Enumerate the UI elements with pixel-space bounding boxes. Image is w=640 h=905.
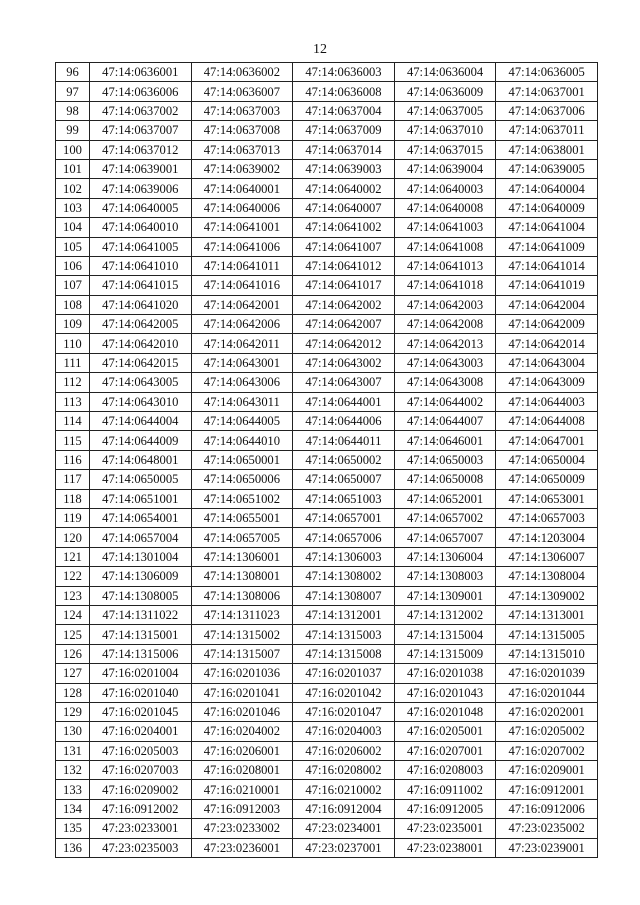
cadastral-number-cell: 47:16:0204003 [293, 722, 395, 741]
row-number-cell: 102 [56, 179, 90, 198]
row-number-cell: 98 [56, 101, 90, 120]
cadastral-number-cell: 47:14:0636006 [90, 82, 192, 101]
cadastral-number-cell: 47:14:0641002 [293, 218, 395, 237]
row-number-cell: 129 [56, 702, 90, 721]
cadastral-number-cell: 47:14:0636009 [394, 82, 496, 101]
row-number-cell: 103 [56, 198, 90, 217]
row-number-cell: 108 [56, 295, 90, 314]
cadastral-number-cell: 47:14:1315010 [496, 644, 598, 663]
cadastral-number-cell: 47:14:0637014 [293, 140, 395, 159]
cadastral-number-cell: 47:14:0637004 [293, 101, 395, 120]
cadastral-number-cell: 47:14:0651001 [90, 489, 192, 508]
cadastral-number-cell: 47:16:0201036 [191, 664, 293, 683]
cadastral-number-cell: 47:16:0204002 [191, 722, 293, 741]
table-row [56, 198, 598, 217]
cadastral-number-cell: 47:14:0639003 [293, 159, 395, 178]
cadastral-number-cell: 47:14:1315001 [90, 625, 192, 644]
cadastral-number-cell: 47:14:0642001 [191, 295, 293, 314]
table-row [56, 353, 598, 372]
cadastral-number-cell: 47:14:0641003 [394, 218, 496, 237]
cadastral-number-cell: 47:14:0641007 [293, 237, 395, 256]
cadastral-number-cell: 47:14:1308005 [90, 586, 192, 605]
row-number-cell: 113 [56, 392, 90, 411]
cadastral-number-cell: 47:14:0651003 [293, 489, 395, 508]
cadastral-number-cell: 47:14:0640007 [293, 198, 395, 217]
cadastral-number-cell: 47:14:0657001 [293, 508, 395, 527]
cadastral-number-cell: 47:14:0643003 [394, 353, 496, 372]
table-row [56, 450, 598, 469]
cadastral-number-cell: 47:16:0912002 [90, 799, 192, 818]
table-row [56, 838, 598, 857]
cadastral-number-cell: 47:23:0235003 [90, 838, 192, 857]
cadastral-number-cell: 47:14:0643004 [496, 353, 598, 372]
row-number-cell: 109 [56, 315, 90, 334]
cadastral-number-cell: 47:16:0201043 [394, 683, 496, 702]
cadastral-number-cell: 47:16:0206002 [293, 741, 395, 760]
cadastral-number-cell: 47:14:0644003 [496, 392, 598, 411]
cadastral-number-cell: 47:14:0643008 [394, 373, 496, 392]
cadastral-number-cell: 47:14:1315002 [191, 625, 293, 644]
cadastral-number-cell: 47:14:0641005 [90, 237, 192, 256]
cadastral-number-cell: 47:14:0637003 [191, 101, 293, 120]
table-row [56, 101, 598, 120]
cadastral-number-cell: 47:16:0912005 [394, 799, 496, 818]
cadastral-number-cell: 47:14:0657007 [394, 528, 496, 547]
table-row [56, 334, 598, 353]
cadastral-number-cell: 47:14:0636007 [191, 82, 293, 101]
cadastral-number-cell: 47:14:0641006 [191, 237, 293, 256]
cadastral-number-cell: 47:23:0239001 [496, 838, 598, 857]
cadastral-number-cell: 47:16:0208001 [191, 761, 293, 780]
cadastral-number-cell: 47:23:0237001 [293, 838, 395, 857]
cadastral-number-cell: 47:14:0643002 [293, 353, 395, 372]
cadastral-number-cell: 47:16:0912006 [496, 799, 598, 818]
cadastral-number-cell: 47:23:0233001 [90, 819, 192, 838]
cadastral-number-cell: 47:14:0637008 [191, 121, 293, 140]
cadastral-number-cell: 47:16:0208003 [394, 761, 496, 780]
table-row [56, 140, 598, 159]
cadastral-number-cell: 47:14:1315007 [191, 644, 293, 663]
cadastral-number-cell: 47:16:0201045 [90, 702, 192, 721]
row-number-cell: 96 [56, 63, 90, 82]
cadastral-number-cell: 47:14:0641015 [90, 276, 192, 295]
cadastral-number-cell: 47:14:0644001 [293, 392, 395, 411]
cadastral-number-cell: 47:14:0637010 [394, 121, 496, 140]
cadastral-number-cell: 47:14:0644007 [394, 412, 496, 431]
cadastral-number-cell: 47:16:0210002 [293, 780, 395, 799]
cadastral-number-cell: 47:14:0657004 [90, 528, 192, 547]
row-number-cell: 134 [56, 799, 90, 818]
cadastral-number-cell: 47:14:0650006 [191, 470, 293, 489]
row-number-cell: 100 [56, 140, 90, 159]
cadastral-number-cell: 47:16:0201047 [293, 702, 395, 721]
cadastral-number-cell: 47:14:0642006 [191, 315, 293, 334]
cadastral-number-cell: 47:14:0644009 [90, 431, 192, 450]
cadastral-number-cell: 47:14:0637007 [90, 121, 192, 140]
cadastral-number-cell: 47:14:0637006 [496, 101, 598, 120]
cadastral-number-cell: 47:14:1203004 [496, 528, 598, 547]
page-number: 12 [313, 42, 327, 57]
table-row [56, 683, 598, 702]
table-row [56, 819, 598, 838]
table-row [56, 315, 598, 334]
row-number-cell: 104 [56, 218, 90, 237]
cadastral-number-cell: 47:14:0640008 [394, 198, 496, 217]
cadastral-number-cell: 47:14:0641012 [293, 256, 395, 275]
cadastral-number-cell: 47:14:0651002 [191, 489, 293, 508]
cadastral-number-cell: 47:14:0642014 [496, 334, 598, 353]
cadastral-number-cell: 47:14:0650005 [90, 470, 192, 489]
cadastral-number-cell: 47:14:0650004 [496, 450, 598, 469]
cadastral-number-cell: 47:16:0912003 [191, 799, 293, 818]
row-number-cell: 119 [56, 508, 90, 527]
table-row [56, 218, 598, 237]
cadastral-number-cell: 47:14:1306009 [90, 567, 192, 586]
row-number-cell: 118 [56, 489, 90, 508]
cadastral-number-cell: 47:14:0642004 [496, 295, 598, 314]
cadastral-number-cell: 47:16:0205003 [90, 741, 192, 760]
row-number-cell: 127 [56, 664, 90, 683]
row-number-cell: 125 [56, 625, 90, 644]
cadastral-number-cell: 47:14:0653001 [496, 489, 598, 508]
cadastral-number-cell: 47:16:0201039 [496, 664, 598, 683]
cadastral-number-cell: 47:14:1311022 [90, 605, 192, 624]
cadastral-number-cell: 47:14:0642002 [293, 295, 395, 314]
cadastral-number-cell: 47:14:0642009 [496, 315, 598, 334]
cadastral-number-cell: 47:14:0642011 [191, 334, 293, 353]
cadastral-number-cell: 47:14:1308001 [191, 567, 293, 586]
cadastral-number-cell: 47:14:0642013 [394, 334, 496, 353]
cadastral-number-cell: 47:16:0205001 [394, 722, 496, 741]
cadastral-number-cell: 47:23:0234001 [293, 819, 395, 838]
cadastral-number-cell: 47:14:0650002 [293, 450, 395, 469]
cadastral-number-cell: 47:14:0644008 [496, 412, 598, 431]
table-row [56, 625, 598, 644]
cadastral-number-cell: 47:16:0209001 [496, 761, 598, 780]
cadastral-number-cell: 47:16:0204001 [90, 722, 192, 741]
cadastral-number-cell: 47:14:0640005 [90, 198, 192, 217]
table-row [56, 256, 598, 275]
cadastral-number-cell: 47:14:1309002 [496, 586, 598, 605]
cadastral-number-cell: 47:14:0641011 [191, 256, 293, 275]
cadastral-number-cell: 47:14:0639005 [496, 159, 598, 178]
cadastral-number-cell: 47:14:0642010 [90, 334, 192, 353]
cadastral-number-cell: 47:14:0636003 [293, 63, 395, 82]
cadastral-number-cell: 47:14:0636005 [496, 63, 598, 82]
cadastral-number-cell: 47:14:0647001 [496, 431, 598, 450]
cadastral-number-cell: 47:14:1308006 [191, 586, 293, 605]
cadastral-number-cell: 47:14:0641018 [394, 276, 496, 295]
cadastral-number-cell: 47:16:0201038 [394, 664, 496, 683]
cadastral-number-cell: 47:14:1306004 [394, 547, 496, 566]
cadastral-number-cell: 47:14:0644005 [191, 412, 293, 431]
cadastral-number-cell: 47:14:0636001 [90, 63, 192, 82]
cadastral-number-cell: 47:14:0637015 [394, 140, 496, 159]
cadastral-number-cell: 47:14:0644002 [394, 392, 496, 411]
cadastral-number-cell: 47:14:0643007 [293, 373, 395, 392]
row-number-cell: 135 [56, 819, 90, 838]
cadastral-number-cell: 47:16:0210001 [191, 780, 293, 799]
cadastral-number-cell: 47:16:0201042 [293, 683, 395, 702]
row-number-cell: 131 [56, 741, 90, 760]
row-number-cell: 124 [56, 605, 90, 624]
cadastral-number-cell: 47:14:0646001 [394, 431, 496, 450]
cadastral-number-cell: 47:14:0636002 [191, 63, 293, 82]
cadastral-number-cell: 47:14:0643005 [90, 373, 192, 392]
table-row [56, 605, 598, 624]
cadastral-number-cell: 47:16:0201046 [191, 702, 293, 721]
table-row [56, 295, 598, 314]
cadastral-number-cell: 47:16:0207002 [496, 741, 598, 760]
row-number-cell: 132 [56, 761, 90, 780]
cadastral-number-cell: 47:23:0235001 [394, 819, 496, 838]
cadastral-number-cell: 47:14:0640009 [496, 198, 598, 217]
cadastral-number-cell: 47:14:0637005 [394, 101, 496, 120]
cadastral-number-cell: 47:14:0644004 [90, 412, 192, 431]
row-number-cell: 117 [56, 470, 90, 489]
cadastral-number-cell: 47:14:1312002 [394, 605, 496, 624]
cadastral-number-cell: 47:14:0642012 [293, 334, 395, 353]
cadastral-number-cell: 47:16:0206001 [191, 741, 293, 760]
cadastral-number-cell: 47:14:0650001 [191, 450, 293, 469]
cadastral-number-cell: 47:14:0640006 [191, 198, 293, 217]
table-row [56, 799, 598, 818]
row-number-cell: 122 [56, 567, 90, 586]
cadastral-number-cell: 47:14:0641013 [394, 256, 496, 275]
cadastral-number-cell: 47:14:0641010 [90, 256, 192, 275]
cadastral-number-cell: 47:14:0637012 [90, 140, 192, 159]
row-number-cell: 110 [56, 334, 90, 353]
table-row [56, 82, 598, 101]
cadastral-number-cell: 47:14:0637002 [90, 101, 192, 120]
cadastral-number-cell: 47:16:0912001 [496, 780, 598, 799]
cadastral-number-cell: 47:14:0642003 [394, 295, 496, 314]
table-row [56, 489, 598, 508]
cadastral-number-cell: 47:23:0236001 [191, 838, 293, 857]
cadastral-number-cell: 47:14:1308004 [496, 567, 598, 586]
table-row [56, 664, 598, 683]
row-number-cell: 115 [56, 431, 90, 450]
table-row [56, 121, 598, 140]
table-row [56, 644, 598, 663]
cadastral-number-cell: 47:14:0637009 [293, 121, 395, 140]
row-number-cell: 136 [56, 838, 90, 857]
cadastral-number-cell: 47:23:0238001 [394, 838, 496, 857]
cadastral-number-cell: 47:14:0637011 [496, 121, 598, 140]
cadastral-number-cell: 47:14:0640004 [496, 179, 598, 198]
cadastral-number-cell: 47:16:0201037 [293, 664, 395, 683]
cadastral-number-cell: 47:14:1315008 [293, 644, 395, 663]
cadastral-number-cell: 47:14:1315009 [394, 644, 496, 663]
cadastral-number-cell: 47:14:0641020 [90, 295, 192, 314]
row-number-cell: 106 [56, 256, 90, 275]
cadastral-number-cell: 47:14:0641008 [394, 237, 496, 256]
cadastral-number-cell: 47:14:0643009 [496, 373, 598, 392]
cadastral-number-cell: 47:14:0637013 [191, 140, 293, 159]
cadastral-number-cell: 47:16:0201040 [90, 683, 192, 702]
cadastral-number-cell: 47:23:0235002 [496, 819, 598, 838]
table-row [56, 780, 598, 799]
cadastral-number-cell: 47:14:0643001 [191, 353, 293, 372]
cadastral-number-cell: 47:14:1308002 [293, 567, 395, 586]
row-number-cell: 101 [56, 159, 90, 178]
cadastral-number-cell: 47:14:0641004 [496, 218, 598, 237]
cadastral-number-cell: 47:14:1312001 [293, 605, 395, 624]
table-row [56, 179, 598, 198]
cadastral-number-cell: 47:14:0642005 [90, 315, 192, 334]
cadastral-number-cell: 47:14:0641019 [496, 276, 598, 295]
cadastral-number-cell: 47:14:1306003 [293, 547, 395, 566]
table-row [56, 392, 598, 411]
table-row [56, 412, 598, 431]
table-row [56, 373, 598, 392]
table-row [56, 470, 598, 489]
table-row [56, 586, 598, 605]
cadastral-number-cell: 47:14:0637001 [496, 82, 598, 101]
cadastral-number-cell: 47:14:0657005 [191, 528, 293, 547]
row-number-cell: 114 [56, 412, 90, 431]
row-number-cell: 133 [56, 780, 90, 799]
cadastral-numbers-table [55, 62, 598, 858]
cadastral-number-cell: 47:14:1308003 [394, 567, 496, 586]
cadastral-number-cell: 47:14:0639006 [90, 179, 192, 198]
cadastral-number-cell: 47:14:0657002 [394, 508, 496, 527]
cadastral-number-cell: 47:14:0650007 [293, 470, 395, 489]
cadastral-number-cell: 47:14:0641001 [191, 218, 293, 237]
cadastral-number-cell: 47:14:0655001 [191, 508, 293, 527]
row-number-cell: 116 [56, 450, 90, 469]
cadastral-number-cell: 47:16:0201004 [90, 664, 192, 683]
cadastral-number-cell: 47:16:0201044 [496, 683, 598, 702]
cadastral-number-cell: 47:14:1313001 [496, 605, 598, 624]
cadastral-number-cell: 47:14:0643011 [191, 392, 293, 411]
cadastral-number-cell: 47:16:0209002 [90, 780, 192, 799]
cadastral-number-cell: 47:14:0644010 [191, 431, 293, 450]
cadastral-number-cell: 47:14:0657003 [496, 508, 598, 527]
row-number-cell: 121 [56, 547, 90, 566]
row-number-cell: 111 [56, 353, 90, 372]
cadastral-number-cell: 47:14:0641014 [496, 256, 598, 275]
cadastral-number-cell: 47:14:0642008 [394, 315, 496, 334]
table-row [56, 567, 598, 586]
table-row [56, 702, 598, 721]
cadastral-number-cell: 47:14:1309001 [394, 586, 496, 605]
cadastral-number-cell: 47:14:0641009 [496, 237, 598, 256]
table-row [56, 722, 598, 741]
cadastral-number-cell: 47:14:0642015 [90, 353, 192, 372]
cadastral-number-cell: 47:16:0201048 [394, 702, 496, 721]
table-body [56, 63, 598, 858]
cadastral-number-cell: 47:16:0201041 [191, 683, 293, 702]
cadastral-number-cell: 47:14:0648001 [90, 450, 192, 469]
cadastral-number-cell: 47:16:0207003 [90, 761, 192, 780]
cadastral-number-cell: 47:14:0644006 [293, 412, 395, 431]
cadastral-number-cell: 47:14:0639001 [90, 159, 192, 178]
row-number-cell: 97 [56, 82, 90, 101]
cadastral-number-cell: 47:14:0643010 [90, 392, 192, 411]
cadastral-number-cell: 47:16:0207001 [394, 741, 496, 760]
cadastral-number-cell: 47:14:0639004 [394, 159, 496, 178]
table-row [56, 741, 598, 760]
cadastral-number-cell: 47:23:0233002 [191, 819, 293, 838]
row-number-cell: 120 [56, 528, 90, 547]
cadastral-number-cell: 47:16:0208002 [293, 761, 395, 780]
table-row [56, 547, 598, 566]
cadastral-number-cell: 47:14:0657006 [293, 528, 395, 547]
cadastral-number-cell: 47:14:0643006 [191, 373, 293, 392]
cadastral-number-cell: 47:14:0644011 [293, 431, 395, 450]
cadastral-number-cell: 47:14:1306007 [496, 547, 598, 566]
row-number-cell: 107 [56, 276, 90, 295]
cadastral-number-cell: 47:14:1306001 [191, 547, 293, 566]
table-row [56, 276, 598, 295]
cadastral-number-cell: 47:14:0641017 [293, 276, 395, 295]
cadastral-number-cell: 47:16:0205002 [496, 722, 598, 741]
row-number-cell: 112 [56, 373, 90, 392]
cadastral-number-cell: 47:14:1311023 [191, 605, 293, 624]
cadastral-number-cell: 47:14:0642007 [293, 315, 395, 334]
cadastral-number-cell: 47:14:1315003 [293, 625, 395, 644]
table-row [56, 431, 598, 450]
row-number-cell: 128 [56, 683, 90, 702]
cadastral-number-cell: 47:14:0639002 [191, 159, 293, 178]
cadastral-number-cell: 47:14:1315004 [394, 625, 496, 644]
cadastral-number-cell: 47:14:0638001 [496, 140, 598, 159]
cadastral-number-cell: 47:16:0911002 [394, 780, 496, 799]
cadastral-number-cell: 47:14:1308007 [293, 586, 395, 605]
cadastral-number-cell: 47:14:0640010 [90, 218, 192, 237]
table-row [56, 761, 598, 780]
row-number-cell: 105 [56, 237, 90, 256]
cadastral-number-cell: 47:16:0202001 [496, 702, 598, 721]
table-row [56, 159, 598, 178]
cadastral-number-cell: 47:14:1315006 [90, 644, 192, 663]
cadastral-number-cell: 47:14:0636004 [394, 63, 496, 82]
cadastral-number-cell: 47:14:0654001 [90, 508, 192, 527]
table-row [56, 528, 598, 547]
table-row [56, 63, 598, 82]
cadastral-number-cell: 47:14:0636008 [293, 82, 395, 101]
table-row [56, 508, 598, 527]
cadastral-number-cell: 47:14:0640002 [293, 179, 395, 198]
row-number-cell: 99 [56, 121, 90, 140]
cadastral-number-cell: 47:16:0912004 [293, 799, 395, 818]
cadastral-number-cell: 47:14:1315005 [496, 625, 598, 644]
cadastral-number-cell: 47:14:0641016 [191, 276, 293, 295]
cadastral-number-cell: 47:14:1301004 [90, 547, 192, 566]
cadastral-number-cell: 47:14:0650009 [496, 470, 598, 489]
cadastral-number-cell: 47:14:0650008 [394, 470, 496, 489]
cadastral-number-cell: 47:14:0640003 [394, 179, 496, 198]
cadastral-number-cell: 47:14:0640001 [191, 179, 293, 198]
cadastral-number-cell: 47:14:0650003 [394, 450, 496, 469]
table-row [56, 237, 598, 256]
row-number-cell: 123 [56, 586, 90, 605]
row-number-cell: 126 [56, 644, 90, 663]
cadastral-number-cell: 47:14:0652001 [394, 489, 496, 508]
row-number-cell: 130 [56, 722, 90, 741]
